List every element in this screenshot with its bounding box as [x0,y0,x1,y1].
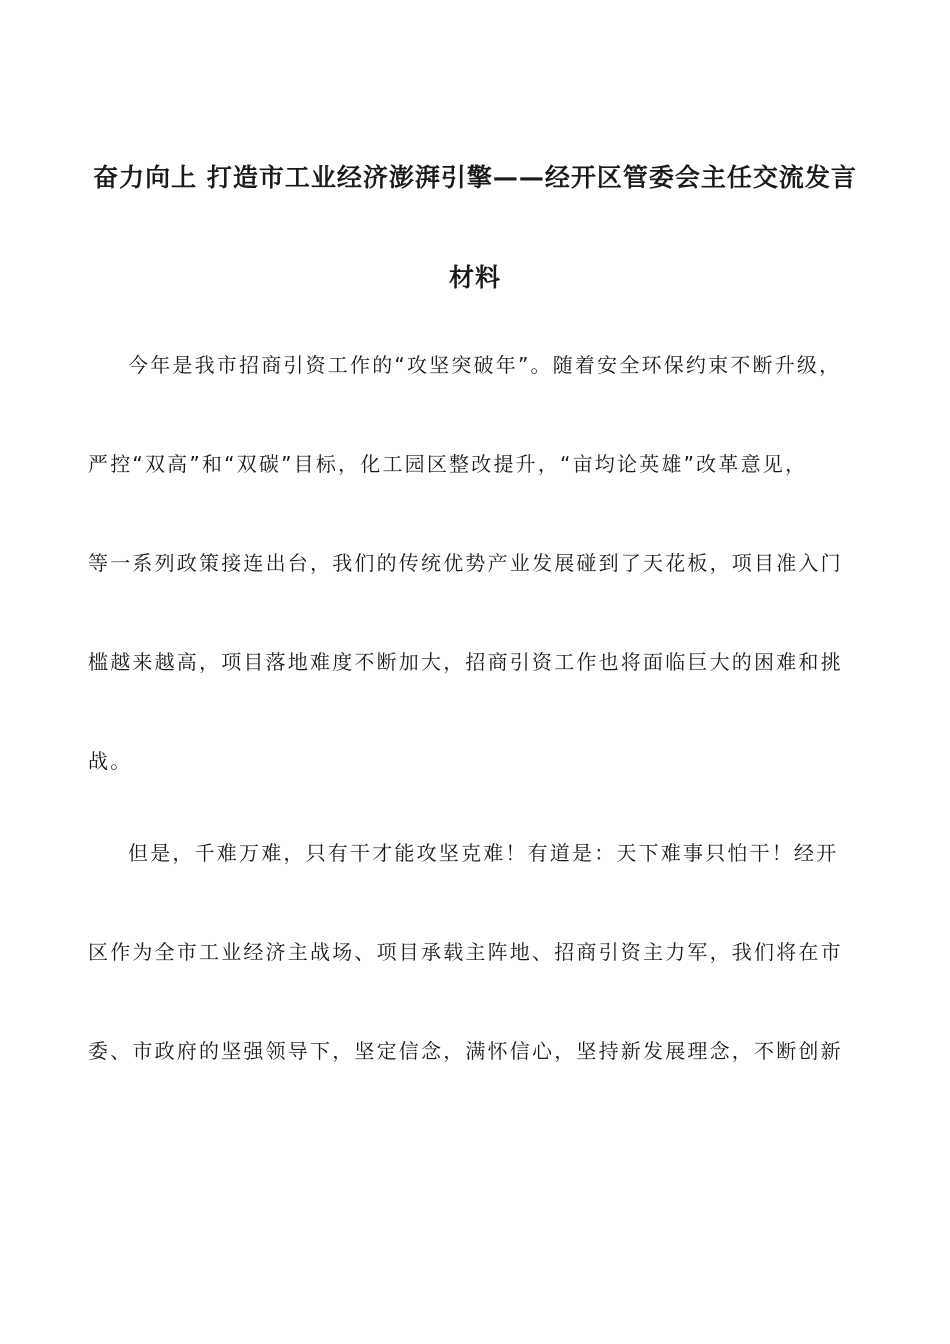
paragraph-1-line-2: 严控“双高”和“双碳”目标，化工园区整改提升，“亩均论英雄”改革意见， [88,452,808,476]
paragraph-1-line-3: 等一系列政策接连出台，我们的传统优势产业发展碰到了天花板，项目准入门 [88,551,843,575]
paragraph-2-line-1: 但是，千难万难，只有干才能攻坚克难！有道是：天下难事只怕干！经开 [128,841,839,865]
document-title-line-2: 材料 [448,263,501,292]
paragraph-1-line-5: 战。 [88,749,133,773]
paragraph-1-line-4: 槛越来越高，项目落地难度不断加大，招商引资工作也将面临巨大的困难和挑 [88,650,843,674]
document-title-line-1: 奋力向上 打造市工业经济澎湃引擎——经开区管委会主任交流发言 [93,163,857,192]
paragraph-2-line-3: 委、市政府的坚强领导下，坚定信念，满怀信心，坚持新发展理念，不断创新 [88,1039,843,1063]
paragraph-1-line-1: 今年是我市招商引资工作的“攻坚突破年”。随着安全环保约束不断升级， [128,353,842,377]
paragraph-2-line-2: 区作为全市工业经济主战场、项目承载主阵地、招商引资主力军，我们将在市 [88,940,843,964]
